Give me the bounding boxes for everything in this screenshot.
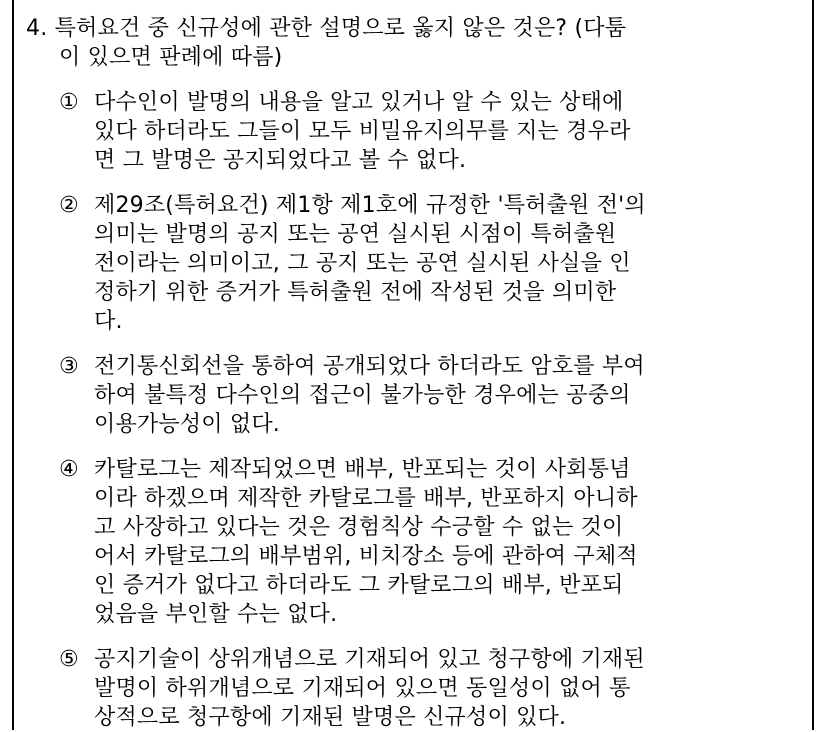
option-4-line-6: 었음을 부인할 수는 없다. — [94, 602, 338, 627]
option-2-number: ② — [59, 193, 79, 218]
question-stem-line-2: 이 있으면 판례에 따름) — [59, 45, 283, 70]
option-1 — [26, 88, 796, 175]
option-4-line-4: 어서 카탈로그의 배부범위, 비치장소 등에 관하여 구체적 — [94, 544, 638, 569]
right-border-line — [812, 0, 814, 730]
option-2 — [26, 191, 796, 336]
option-1-line-3: 면 그 발명은 공지되었다고 볼 수 없다. — [94, 148, 467, 173]
left-border-line — [12, 0, 14, 730]
option-4-line-2: 이라 하겠으며 제작한 카탈로그를 배부, 반포하지 아니하 — [94, 486, 638, 511]
option-5-line-3: 상적으로 청구항에 기재된 발명은 신규성이 있다. — [94, 705, 567, 730]
option-1-line-2: 있다 하더라도 그들이 모두 비밀유지의무를 지는 경우라 — [94, 119, 631, 144]
option-3-line-2: 하여 불특정 다수인의 접근이 불가능한 경우에는 공중의 — [94, 383, 631, 408]
option-4-number: ④ — [59, 457, 79, 482]
option-2-line-3: 전이라는 의미이고, 그 공지 또는 공연 실시된 사실을 인 — [94, 251, 631, 276]
options-list — [26, 88, 796, 732]
option-1-line-1: 다수인이 발명의 내용을 알고 있거나 알 수 있는 상태에 — [94, 90, 624, 115]
option-4-line-1: 카탈로그는 제작되었으면 배부, 반포되는 것이 사회통념 — [94, 457, 631, 482]
option-2-line-2: 의미는 발명의 공지 또는 공연 실시된 시점이 특허출원 — [94, 222, 617, 247]
option-3-line-3: 이용가능성이 없다. — [94, 412, 281, 437]
option-5-number: ⑤ — [59, 647, 79, 672]
option-2-line-5: 다. — [94, 309, 123, 334]
option-3-number: ③ — [59, 354, 79, 379]
option-1-number: ① — [59, 90, 79, 115]
option-3-line-1: 전기통신회선을 통하여 공개되었다 하더라도 암호를 부여 — [94, 354, 645, 379]
question-block — [26, 14, 796, 732]
option-3 — [26, 352, 796, 439]
option-2-line-1: 제29조(특허요건) 제1항 제1호에 규정한 '특허출원 전'의 — [94, 193, 646, 218]
option-4 — [26, 455, 796, 629]
option-5-line-1: 공지기술이 상위개념으로 기재되어 있고 청구항에 기재된 — [94, 647, 645, 672]
option-5-line-2: 발명이 하위개념으로 기재되어 있으면 동일성이 없어 통 — [94, 676, 631, 701]
question-stem-line-1: 4. 특허요건 중 신규성에 관한 설명으로 옳지 않은 것은? (다툼 — [26, 16, 627, 41]
option-2-line-4: 정하기 위한 증거가 특허출원 전에 작성된 것을 의미한 — [94, 280, 617, 305]
option-5 — [26, 645, 796, 732]
option-4-line-3: 고 사장하고 있다는 것은 경험칙상 수긍할 수 없는 것이 — [94, 515, 624, 540]
option-4-line-5: 인 증거가 없다고 하더라도 그 카탈로그의 배부, 반포되 — [94, 573, 624, 598]
